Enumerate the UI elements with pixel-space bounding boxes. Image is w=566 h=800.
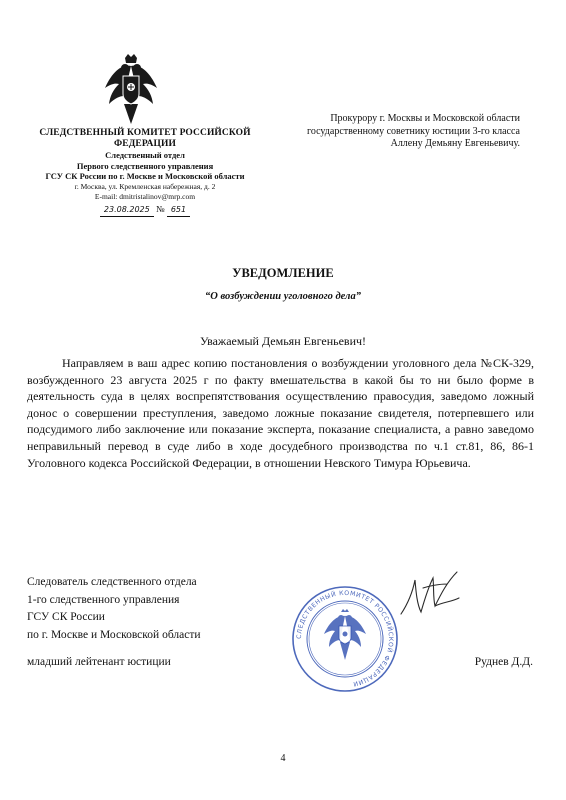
date-number-row	[25, 203, 265, 217]
document-subtitle: “О возбуждении уголовного дела”	[205, 291, 361, 302]
signer-name: Руднев Д.Д.	[474, 656, 533, 668]
signer-position-line: Следователь следственного отдела	[27, 576, 197, 588]
signer-position-line: 1-го следственного управления	[27, 593, 180, 606]
sender-email: E-mail: dmitristalinov@mrp.com	[94, 191, 196, 201]
recipient-line: Аллену Демьяну Евгеньевичу.	[390, 138, 520, 149]
document-title: УВЕДОМЛЕНИЕ	[232, 266, 334, 280]
organization-name: СЛЕДСТВЕННЫЙ КОМИТЕТ РОССИЙСКОЙ	[39, 128, 251, 138]
signer-position	[27, 574, 287, 644]
page-number: 4	[280, 753, 286, 764]
handwritten-signature	[395, 568, 475, 624]
emblem-icon	[101, 54, 161, 126]
sender-address: г. Москва, ул. Кремленская набережная, д. 2	[74, 181, 216, 191]
subdepartment-region: ГСУ СК России по г. Москве и Московской области	[45, 171, 245, 181]
body-paragraph: Направляем в ваш адрес копию постановления о возбуждении уголовного дела №СК-329, возбужденного 23 августа 2025 г по факту вмешательства в какой бы то ни было форме в деятельность суда в целях воспрепятствования осуществлению правосудия, заведомо ложный донос о совершении преступления, заведомо ложные показание свидетеля, потерпевшего или подсудимого либо заключение или показание эксперта, показание специалиста, а равно заведомо неправильный перевод в суде либо в ходе досудебного производства по ч.1 ст.81, 86, 86-1 Уголовного кодекса Российской Федерации, в отношении Невского Тимура Юрьевича.	[27, 356, 534, 470]
greeting: Уважаемый Демьян Евгеньевич!	[199, 334, 367, 348]
number-sign: №	[155, 203, 165, 214]
recipient-line: Прокурору г. Москвы и Московской области	[330, 113, 520, 124]
signer-position-line: по г. Москве и Московской области	[27, 628, 201, 641]
official-seal-icon	[290, 584, 400, 694]
sender-block	[25, 128, 265, 217]
signer-position-line: ГСУ СК России	[27, 611, 105, 623]
document-date: 23.08.2025	[100, 203, 154, 217]
document-number: 651	[167, 203, 190, 217]
recipient-line: государственному советнику юстиции 3-го класса	[307, 125, 520, 137]
organization-name-cont: ФЕДЕРАЦИИ	[114, 139, 176, 149]
signer-rank: младший лейтенант юстиции	[27, 656, 171, 668]
recipient-block	[270, 113, 520, 151]
seal-text: СЛЕДСТВЕННЫЙ КОМИТЕТ РОССИЙСКОЙ ФЕДЕРАЦИИ	[295, 589, 395, 688]
department-name: Следственный отдел	[105, 150, 185, 160]
subdepartment-name: Первого следственного управления	[76, 160, 214, 171]
